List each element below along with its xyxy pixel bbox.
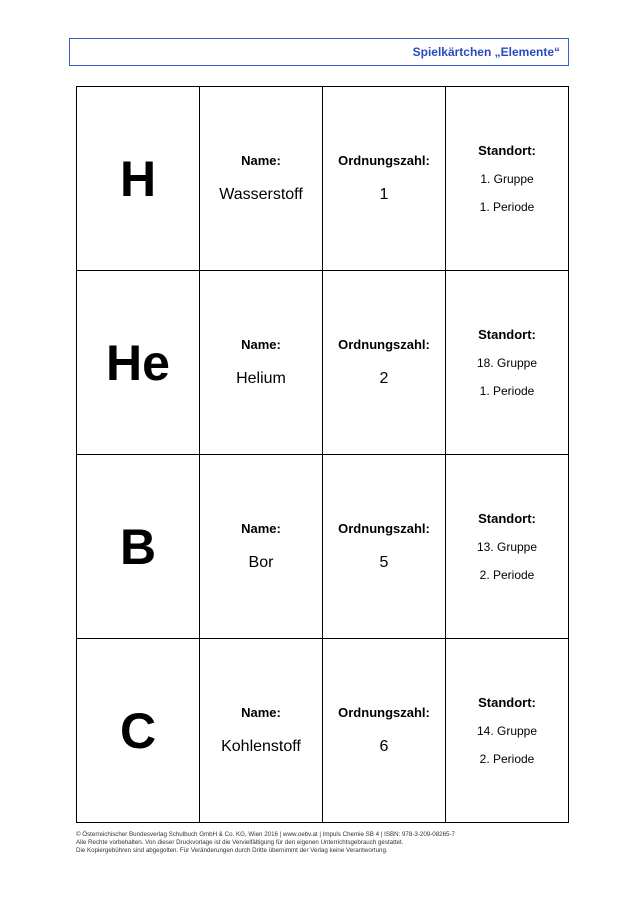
- footer-line: © Österreichischer Bundesverlag Schulbuch GmbH & Co. KG, Wien 2016 | www.oebv.at | Impuls Chemie SB 4 | ISBN: 978-3-209-08265-7: [76, 831, 455, 838]
- symbol-cell: [77, 87, 200, 271]
- number-label: Ordnungszahl:: [338, 705, 430, 720]
- card-row: [77, 87, 569, 271]
- location-label: Standort:: [478, 327, 536, 342]
- copyright-footer: [76, 822, 564, 855]
- group-value: 1. Gruppe: [480, 172, 534, 186]
- number-label: Ordnungszahl:: [338, 337, 430, 352]
- atomic-number: 5: [379, 554, 389, 571]
- period-value: 1. Periode: [479, 384, 535, 398]
- card-row: [77, 639, 569, 823]
- location-label: Standort:: [478, 143, 536, 158]
- footer-line: Die Kopiergebühren sind abgegolten. Für Veränderungen durch Dritte übernimmt der Verlag keine Verantwortung.: [76, 847, 388, 854]
- group-value: 18. Gruppe: [476, 356, 538, 370]
- element-symbol: B: [119, 518, 157, 575]
- number-label: Ordnungszahl:: [338, 153, 430, 168]
- atomic-number: 2: [379, 370, 389, 387]
- symbol-cell: [77, 639, 200, 823]
- card-row: [77, 271, 569, 455]
- element-symbol: He: [106, 334, 170, 391]
- symbol-cell: [77, 271, 200, 455]
- name-label: Name:: [241, 153, 281, 168]
- number-cell: [323, 271, 446, 455]
- name-cell: [200, 271, 323, 455]
- footer-line: Alle Rechte vorbehalten. Von dieser Druckvorlage ist die Vervielfältigung für den eigenen Unterrichtsgebrauch gestattet.: [76, 839, 404, 846]
- number-label: Ordnungszahl:: [338, 521, 430, 536]
- element-name: Bor: [248, 554, 274, 571]
- number-cell: [323, 455, 446, 639]
- group-value: 13. Gruppe: [476, 540, 538, 554]
- location-cell: [446, 455, 569, 639]
- location-cell: [446, 271, 569, 455]
- name-cell: [200, 639, 323, 823]
- atomic-number: 1: [379, 186, 389, 203]
- element-symbol: H: [119, 150, 157, 207]
- number-cell: [323, 639, 446, 823]
- element-name: Kohlenstoff: [221, 738, 301, 755]
- location-label: Standort:: [478, 511, 536, 526]
- location-cell: [446, 639, 569, 823]
- location-cell: [446, 87, 569, 271]
- period-value: 2. Periode: [479, 752, 535, 766]
- period-value: 1. Periode: [479, 200, 535, 214]
- element-name: Helium: [236, 370, 286, 387]
- page-title: Spielkärtchen „Elemente“: [412, 45, 560, 59]
- element-name: Wasserstoff: [219, 186, 303, 203]
- location-label: Standort:: [478, 695, 536, 710]
- period-value: 2. Periode: [479, 568, 535, 582]
- name-label: Name:: [241, 337, 281, 352]
- name-cell: [200, 87, 323, 271]
- group-value: 14. Gruppe: [476, 724, 538, 738]
- element-symbol: C: [119, 702, 157, 759]
- card-row: [77, 455, 569, 639]
- name-label: Name:: [241, 521, 281, 536]
- number-cell: [323, 87, 446, 271]
- symbol-cell: [77, 455, 200, 639]
- header-box: [69, 38, 569, 66]
- element-card-grid: [76, 86, 569, 823]
- name-label: Name:: [241, 705, 281, 720]
- atomic-number: 6: [379, 738, 389, 755]
- name-cell: [200, 455, 323, 639]
